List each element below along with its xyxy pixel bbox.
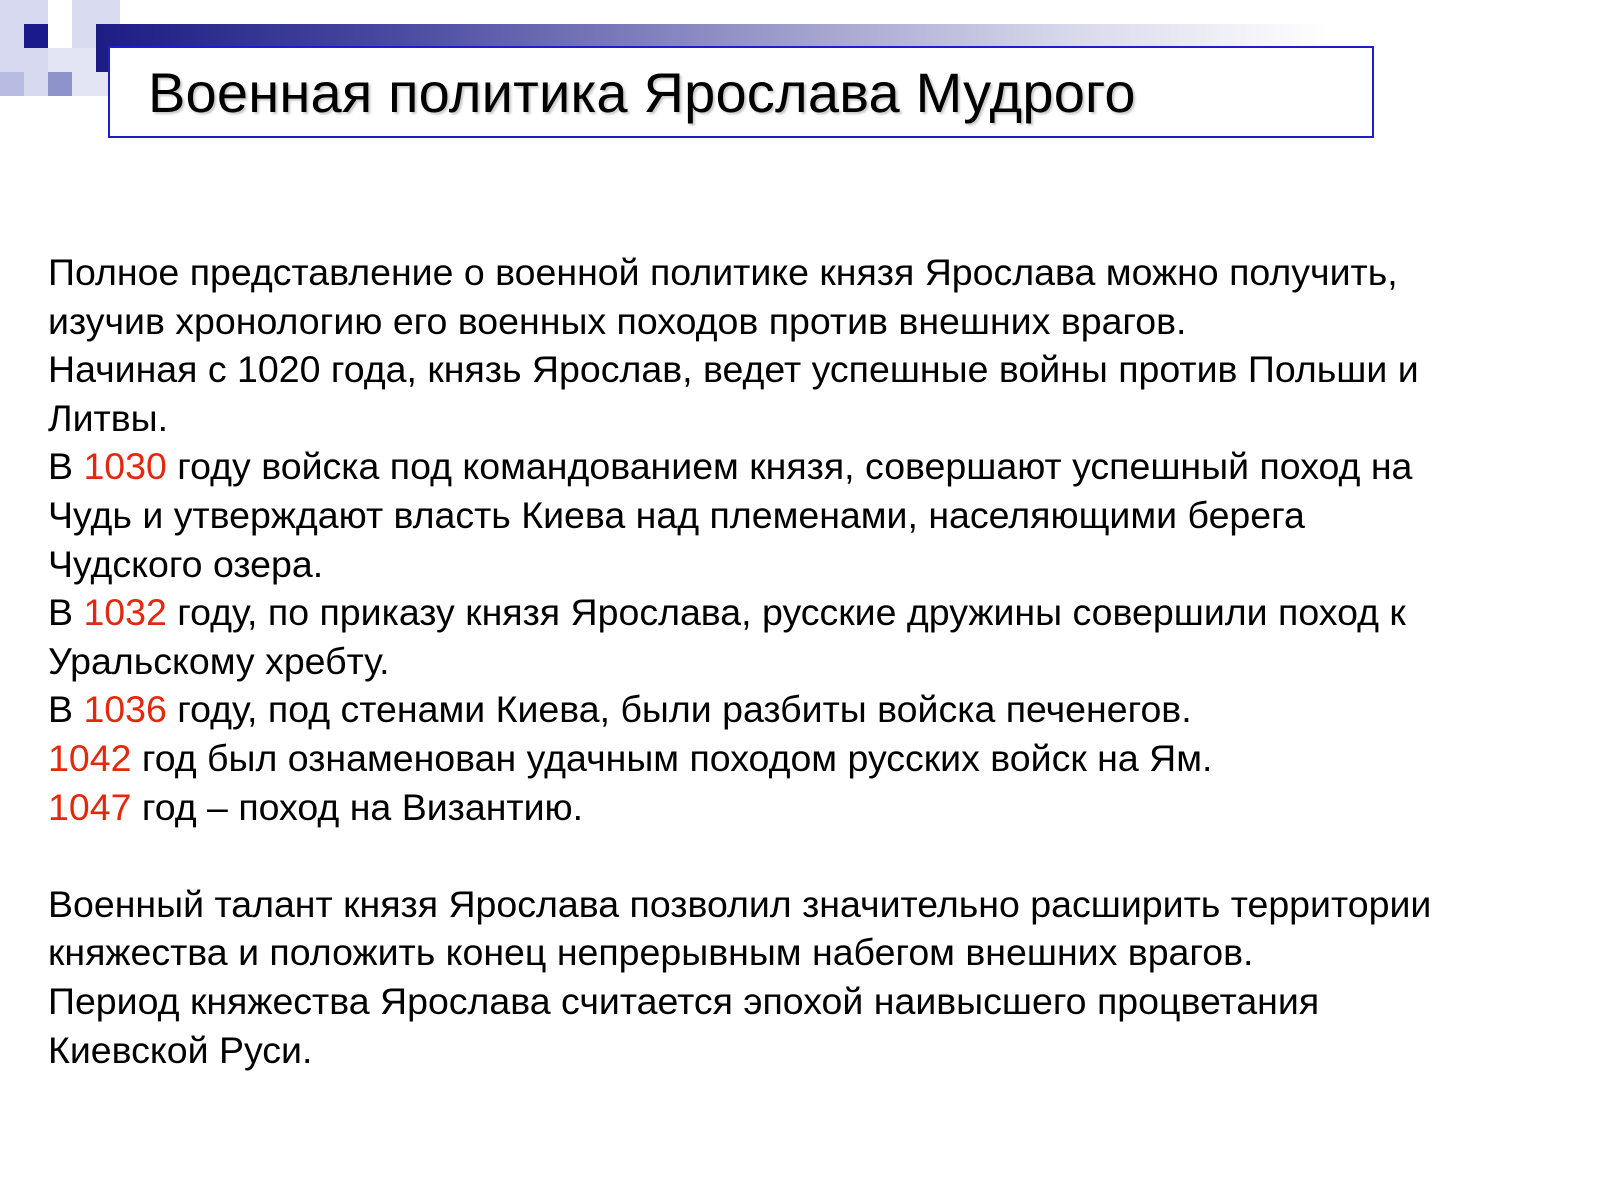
year-1042: 1042	[48, 736, 132, 779]
text-line-1032	[48, 588, 1548, 637]
text-line: Уральскому хребту.	[48, 639, 390, 682]
page-title: Военная политика Ярослава Мудрого	[148, 61, 1136, 124]
paragraph-gap	[48, 831, 1548, 880]
text-rest: году войска под командованием князя, совершают успешный поход на	[166, 445, 1413, 488]
text-line: Чудь и утверждают власть Киева над племенами, населяющими берега	[48, 493, 1305, 536]
text-line: Военный талант князя Ярослава позволил значительно расширить территории	[48, 882, 1432, 925]
year-1030: 1030	[83, 445, 167, 488]
text-line-1030	[48, 442, 1548, 491]
text-rest: год был ознаменован удачным походом русских войск на Ям.	[131, 736, 1213, 779]
body-text	[48, 248, 1548, 1074]
text-line-1042	[48, 734, 1548, 783]
text-line: княжества и положить конец непрерывным набегом внешних врагов.	[48, 931, 1254, 974]
text-rest: году, под стенами Киева, были разбиты войска печенегов.	[166, 688, 1192, 731]
text-line: Чудского озера.	[48, 542, 324, 585]
text-line-1047	[48, 783, 1548, 832]
text-rest: году, по приказу князя Ярослава, русские дружины совершили поход к	[166, 591, 1406, 634]
text-line: Начиная с 1020 года, князь Ярослав, ведет успешные войны против Польши и	[48, 348, 1419, 391]
text-rest: год – поход на Византию.	[131, 785, 584, 828]
text-line: Полное представление о военной политике князя Ярослава можно получить,	[48, 251, 1398, 293]
text-line: изучив хронологию его военных походов против внешних врагов.	[48, 299, 1187, 342]
text-prefix: В	[48, 688, 84, 731]
year-1032: 1032	[83, 591, 167, 634]
text-line: Период княжества Ярослава считается эпохой наивысшего процветания	[48, 979, 1320, 1022]
decor-square-mid	[48, 72, 72, 96]
text-prefix: В	[48, 445, 84, 488]
decor-square-dark	[24, 24, 48, 48]
text-prefix: В	[48, 591, 84, 634]
decor-square	[0, 72, 24, 96]
text-line-1036	[48, 685, 1548, 734]
text-line: Литвы.	[48, 396, 169, 439]
year-1036: 1036	[83, 688, 167, 731]
text-line: Киевской Руси.	[48, 1028, 313, 1071]
year-1047: 1047	[48, 785, 132, 828]
